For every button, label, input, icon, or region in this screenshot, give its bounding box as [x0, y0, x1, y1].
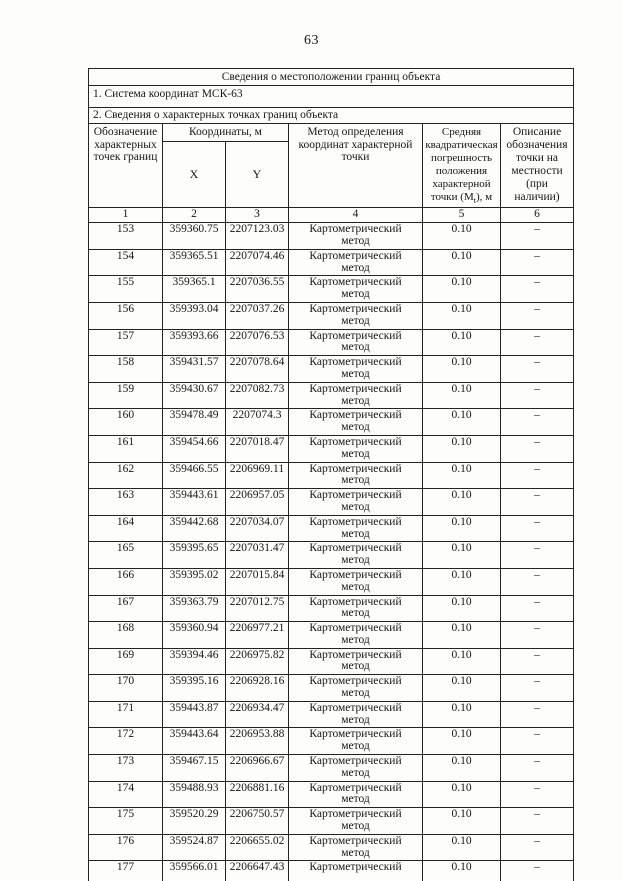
description-cell: – [501, 728, 574, 755]
y-coordinate-cell: 2207037.26 [226, 302, 289, 329]
mt-error-cell: 0.10 [423, 223, 501, 250]
description-cell: – [501, 675, 574, 702]
x-coordinate-cell: 359395.02 [163, 568, 226, 595]
x-coordinate-cell: 359365.1 [163, 276, 226, 303]
mt-error-cell: 0.10 [423, 595, 501, 622]
point-number-cell: 174 [89, 781, 163, 808]
point-number-cell: 153 [89, 223, 163, 250]
mt-error-cell: 0.10 [423, 276, 501, 303]
description-cell: – [501, 622, 574, 649]
point-row [89, 781, 574, 808]
point-row [89, 223, 574, 250]
point-number-cell: 161 [89, 435, 163, 462]
point-number-cell: 173 [89, 755, 163, 782]
y-coordinate-cell: 2206647.43 [226, 861, 289, 881]
y-coordinate-cell: 2206655.02 [226, 834, 289, 861]
header-x: X [163, 142, 226, 208]
point-row [89, 622, 574, 649]
y-coordinate-cell: 2207078.64 [226, 356, 289, 383]
description-cell: – [501, 515, 574, 542]
point-number-cell: 155 [89, 276, 163, 303]
mt-error-cell: 0.10 [423, 542, 501, 569]
method-cell: Картометрический метод [289, 834, 423, 861]
description-cell: – [501, 249, 574, 276]
point-row [89, 701, 574, 728]
method-cell: Картометрический метод [289, 648, 423, 675]
mt-error-cell: 0.10 [423, 622, 501, 649]
method-cell: Картометрический метод [289, 462, 423, 489]
y-coordinate-cell: 2206977.21 [226, 622, 289, 649]
x-coordinate-cell: 359454.66 [163, 435, 226, 462]
boundary-points-table [88, 68, 574, 881]
method-cell: Картометрический метод [289, 781, 423, 808]
description-cell: – [501, 329, 574, 356]
mt-error-cell: 0.10 [423, 249, 501, 276]
method-cell: Картометрический метод [289, 435, 423, 462]
mt-error-cell: 0.10 [423, 728, 501, 755]
x-coordinate-cell: 359443.87 [163, 701, 226, 728]
coordinate-system-row [89, 86, 574, 108]
method-cell: Картометрический метод [289, 755, 423, 782]
description-cell: – [501, 648, 574, 675]
header-y: Y [226, 142, 289, 208]
point-row [89, 861, 574, 881]
header-row-1 [89, 124, 574, 142]
header-mt-text-post: ), м [475, 191, 493, 203]
y-coordinate-cell: 2207074.46 [226, 249, 289, 276]
mt-error-cell: 0.10 [423, 701, 501, 728]
column-number-5: 5 [423, 208, 501, 223]
method-cell: Картометрический метод [289, 249, 423, 276]
y-coordinate-cell: 2207036.55 [226, 276, 289, 303]
point-row [89, 808, 574, 835]
point-number-cell: 175 [89, 808, 163, 835]
mt-error-cell: 0.10 [423, 409, 501, 436]
x-coordinate-cell: 359466.55 [163, 462, 226, 489]
point-number-cell: 172 [89, 728, 163, 755]
mt-error-cell: 0.10 [423, 755, 501, 782]
mt-error-cell: 0.10 [423, 515, 501, 542]
method-cell: Картометрический метод [289, 515, 423, 542]
method-cell: Картометрический метод [289, 223, 423, 250]
point-number-cell: 156 [89, 302, 163, 329]
point-number-cell: 171 [89, 701, 163, 728]
table-body [89, 223, 574, 881]
mt-error-cell: 0.10 [423, 356, 501, 383]
page-number: 63 [304, 33, 319, 48]
y-coordinate-cell: 2207123.03 [226, 223, 289, 250]
x-coordinate-cell: 359467.15 [163, 755, 226, 782]
description-cell: – [501, 781, 574, 808]
point-row [89, 675, 574, 702]
description-cell: – [501, 223, 574, 250]
point-number-cell: 162 [89, 462, 163, 489]
column-number-6: 6 [501, 208, 574, 223]
x-coordinate-cell: 359520.29 [163, 808, 226, 835]
point-row [89, 728, 574, 755]
y-coordinate-cell: 2206957.05 [226, 489, 289, 516]
table-head-section [89, 69, 574, 223]
point-number-cell: 163 [89, 489, 163, 516]
point-number-cell: 170 [89, 675, 163, 702]
x-coordinate-cell: 359478.49 [163, 409, 226, 436]
y-coordinate-cell: 2207082.73 [226, 382, 289, 409]
x-coordinate-cell: 359360.94 [163, 622, 226, 649]
method-cell: Картометрический метод [289, 542, 423, 569]
x-coordinate-cell: 359442.68 [163, 515, 226, 542]
method-cell: Картометрический метод [289, 409, 423, 436]
description-cell: – [501, 276, 574, 303]
point-row [89, 568, 574, 595]
mt-error-cell: 0.10 [423, 489, 501, 516]
description-cell: – [501, 755, 574, 782]
point-number-cell: 158 [89, 356, 163, 383]
point-row [89, 595, 574, 622]
point-row [89, 302, 574, 329]
y-coordinate-cell: 2206934.47 [226, 701, 289, 728]
y-coordinate-cell: 2206750.57 [226, 808, 289, 835]
description-cell: – [501, 302, 574, 329]
point-row [89, 515, 574, 542]
y-coordinate-cell: 2207015.84 [226, 568, 289, 595]
x-coordinate-cell: 359394.46 [163, 648, 226, 675]
point-row [89, 542, 574, 569]
column-number-3: 3 [226, 208, 289, 223]
header-method: Метод определения координат характерной точки [289, 124, 423, 208]
description-cell: – [501, 356, 574, 383]
method-cell: Картометрический метод [289, 808, 423, 835]
mt-error-cell: 0.10 [423, 568, 501, 595]
mt-error-cell: 0.10 [423, 302, 501, 329]
description-cell: – [501, 834, 574, 861]
method-cell: Картометрический метод [289, 302, 423, 329]
header-mt-subscript: t [473, 196, 476, 206]
coordinate-system-label: 1. Система координат МСК-63 [89, 86, 574, 108]
point-row [89, 489, 574, 516]
point-number-cell: 176 [89, 834, 163, 861]
method-cell: Картометрический метод [289, 382, 423, 409]
point-row [89, 834, 574, 861]
x-coordinate-cell: 359431.57 [163, 356, 226, 383]
x-coordinate-cell: 359395.65 [163, 542, 226, 569]
column-number-row [89, 208, 574, 223]
header-description: Описание обозначения точки на местности (при наличии) [501, 124, 574, 208]
method-cell: Картометрический метод [289, 356, 423, 383]
header-point-designation: Обозначение характерных точек границ [89, 124, 163, 208]
point-number-cell: 159 [89, 382, 163, 409]
table-title-row [89, 69, 574, 86]
point-row [89, 356, 574, 383]
point-row [89, 648, 574, 675]
description-cell: – [501, 808, 574, 835]
description-cell: – [501, 595, 574, 622]
description-cell: – [501, 861, 574, 881]
mt-error-cell: 0.10 [423, 648, 501, 675]
method-cell: Картометрический метод [289, 276, 423, 303]
mt-error-cell: 0.10 [423, 808, 501, 835]
method-cell: Картометрический метод [289, 568, 423, 595]
point-row [89, 435, 574, 462]
point-number-cell: 157 [89, 329, 163, 356]
x-coordinate-cell: 359443.61 [163, 489, 226, 516]
description-cell: – [501, 462, 574, 489]
point-number-cell: 168 [89, 622, 163, 649]
x-coordinate-cell: 359488.93 [163, 781, 226, 808]
characteristic-points-row [89, 108, 574, 124]
point-row [89, 329, 574, 356]
description-cell: – [501, 489, 574, 516]
description-cell: – [501, 568, 574, 595]
y-coordinate-cell: 2206881.16 [226, 781, 289, 808]
y-coordinate-cell: 2207074.3 [226, 409, 289, 436]
description-cell: – [501, 382, 574, 409]
y-coordinate-cell: 2207018.47 [226, 435, 289, 462]
x-coordinate-cell: 359393.04 [163, 302, 226, 329]
method-cell: Картометрический метод [289, 701, 423, 728]
point-row [89, 276, 574, 303]
mt-error-cell: 0.10 [423, 834, 501, 861]
y-coordinate-cell: 2207034.07 [226, 515, 289, 542]
method-cell: Картометрический метод [289, 489, 423, 516]
characteristic-points-label: 2. Сведения о характерных точках границ объекта [89, 108, 574, 124]
point-row [89, 409, 574, 436]
point-row [89, 755, 574, 782]
column-number-1: 1 [89, 208, 163, 223]
column-number-4: 4 [289, 208, 423, 223]
x-coordinate-cell: 359393.66 [163, 329, 226, 356]
header-coordinates-group: Координаты, м [163, 124, 289, 142]
header-mt-text-pre: Средняя квадратическая погрешность положения характерной точки (M [425, 126, 498, 203]
point-number-cell: 169 [89, 648, 163, 675]
x-coordinate-cell: 359363.79 [163, 595, 226, 622]
method-cell: Картометрический метод [289, 329, 423, 356]
method-cell: Картометрический метод [289, 728, 423, 755]
y-coordinate-cell: 2207076.53 [226, 329, 289, 356]
point-number-cell: 154 [89, 249, 163, 276]
x-coordinate-cell: 359566.01 [163, 861, 226, 881]
x-coordinate-cell: 359360.75 [163, 223, 226, 250]
y-coordinate-cell: 2206969.11 [226, 462, 289, 489]
y-coordinate-cell: 2207031.47 [226, 542, 289, 569]
point-number-cell: 177 [89, 861, 163, 881]
method-cell: Картометрический метод [289, 595, 423, 622]
point-number-cell: 166 [89, 568, 163, 595]
x-coordinate-cell: 359524.87 [163, 834, 226, 861]
y-coordinate-cell: 2206953.88 [226, 728, 289, 755]
description-cell: – [501, 701, 574, 728]
point-number-cell: 165 [89, 542, 163, 569]
table-title: Сведения о местоположении границ объекта [89, 69, 574, 86]
method-cell: Картометрический метод [289, 622, 423, 649]
method-cell: Картометрический метод [289, 675, 423, 702]
mt-error-cell: 0.10 [423, 382, 501, 409]
header-mt-error [423, 124, 501, 208]
x-coordinate-cell: 359365.51 [163, 249, 226, 276]
y-coordinate-cell: 2206975.82 [226, 648, 289, 675]
mt-error-cell: 0.10 [423, 675, 501, 702]
point-row [89, 382, 574, 409]
description-cell: – [501, 409, 574, 436]
description-cell: – [501, 435, 574, 462]
point-row [89, 462, 574, 489]
x-coordinate-cell: 359430.67 [163, 382, 226, 409]
x-coordinate-cell: 359443.64 [163, 728, 226, 755]
mt-error-cell: 0.10 [423, 329, 501, 356]
point-number-cell: 167 [89, 595, 163, 622]
description-cell: – [501, 542, 574, 569]
point-number-cell: 160 [89, 409, 163, 436]
point-row [89, 249, 574, 276]
x-coordinate-cell: 359395.16 [163, 675, 226, 702]
point-number-cell: 164 [89, 515, 163, 542]
method-cell: Картометрический [289, 861, 423, 881]
column-number-2: 2 [163, 208, 226, 223]
y-coordinate-cell: 2206966.67 [226, 755, 289, 782]
mt-error-cell: 0.10 [423, 781, 501, 808]
y-coordinate-cell: 2207012.75 [226, 595, 289, 622]
mt-error-cell: 0.10 [423, 462, 501, 489]
mt-error-cell: 0.10 [423, 435, 501, 462]
y-coordinate-cell: 2206928.16 [226, 675, 289, 702]
mt-error-cell: 0.10 [423, 861, 501, 881]
